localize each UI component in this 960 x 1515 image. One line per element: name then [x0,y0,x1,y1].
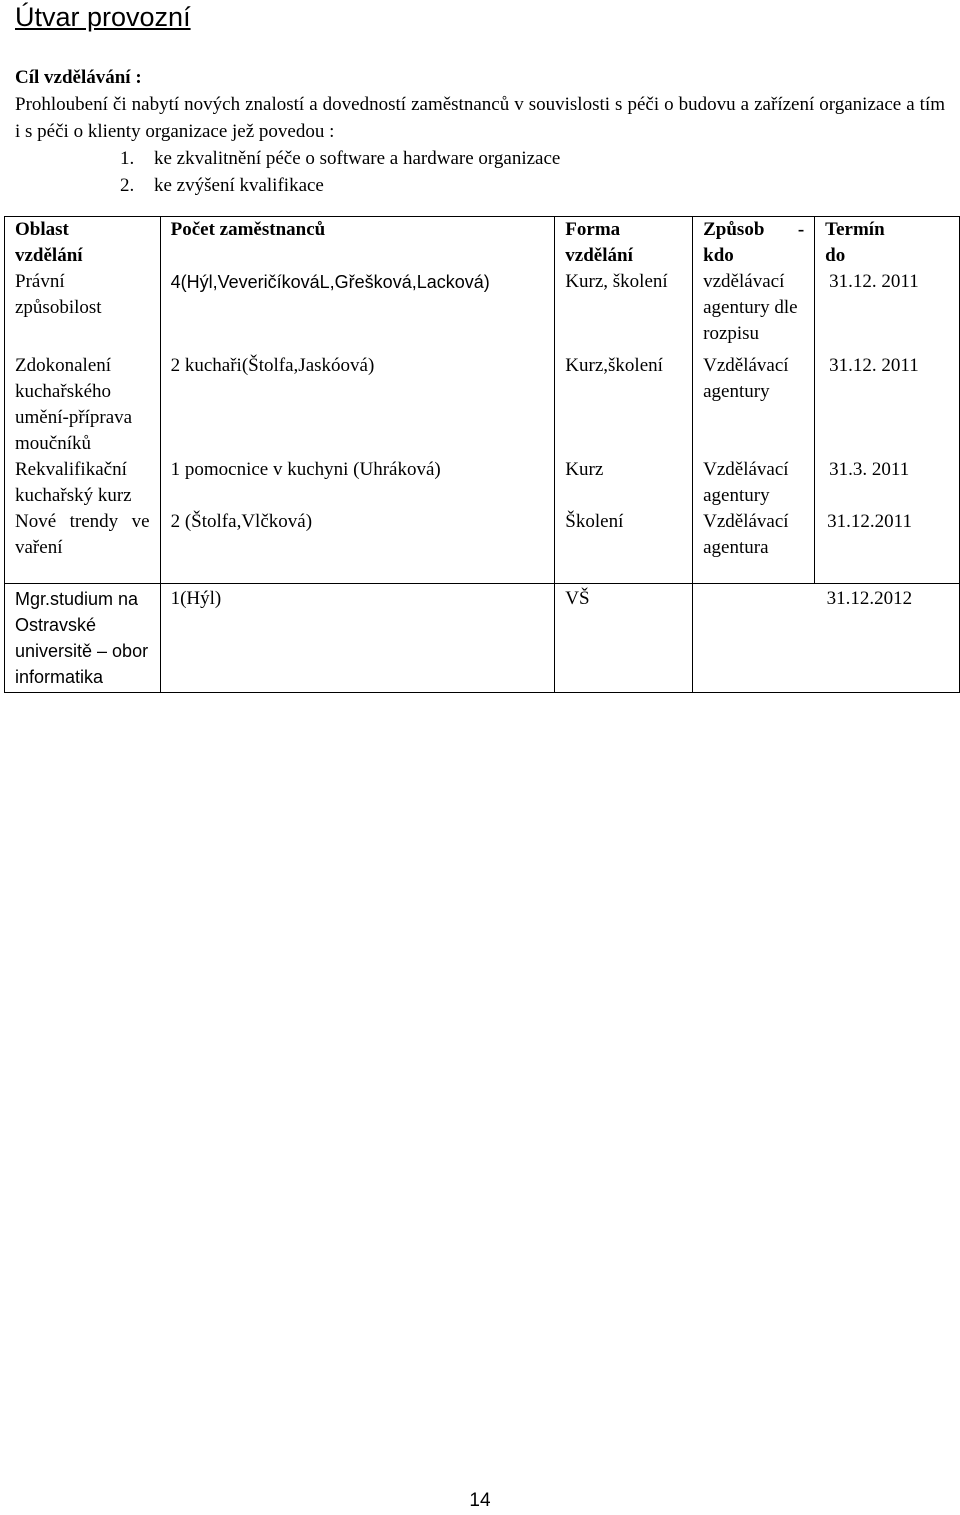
cell-area: Zdokonalení kuchařského umění-příprava moučníků [5,353,161,457]
goal-item-text: ke zkvalitnění péče o software a hardware organizace [154,148,561,169]
cell-form: VŠ [555,584,693,693]
cell-method: Vzdělávací agentury [693,353,815,457]
cell-form: Kurz, školení [555,269,693,347]
goal-heading: Cíl vzdělávání : [15,67,142,88]
goal-section [15,64,945,199]
cell-method: vzdělávací agentury dle rozpisu [693,269,815,347]
table-row [5,353,960,457]
cell-method: Vzdělávací agentura [693,509,815,561]
cell-deadline: 31.12.2011 [815,509,960,561]
table-spacer [5,561,960,584]
goal-item-number: 2. [120,175,135,196]
cell-method: Vzdělávací agentury [693,457,815,509]
cell-count: 2 (Štolfa,Vlčková) [160,509,555,561]
education-table [4,216,960,693]
goal-text: Prohloubení či nabytí nových znalostí a dovedností zaměstnanců v souvislosti s péči o budovu a zařízení organizace a tím i s péči o klienty organizace jež povedou : [15,94,945,142]
goal-item-number: 1. [120,148,135,169]
cell-count: 4(Hýl,VeveričíkováL,Gřešková,Lacková) [160,269,555,347]
page-title: Útvar provozní [15,2,191,32]
cell-form: Kurz,školení [555,353,693,457]
table-row [5,509,960,561]
cell-form: Školení [555,509,693,561]
cell-area: Mgr.studium na Ostravské universitě – obor informatika [5,584,161,693]
header-count: Počet zaměstnanců [160,217,555,270]
cell-method [693,584,815,693]
cell-count: 1(Hýl) [160,584,555,693]
cell-deadline: 31.12.2012 [815,584,960,693]
table-row [5,457,960,509]
header-form: Forma vzdělání [555,217,693,270]
goal-item-text: ke zvýšení kvalifikace [154,175,324,196]
goal-list [15,145,945,199]
table-row [5,269,960,347]
goal-list-item [15,145,945,172]
page-number: 14 [469,1490,491,1511]
goal-list-item [15,172,945,199]
cell-deadline: 31.3. 2011 [815,457,960,509]
header-area: Oblast vzdělání [5,217,161,270]
cell-area: Nové trendy ve vaření [5,509,161,561]
cell-area: Právní způsobilost [5,269,161,347]
cell-deadline: 31.12. 2011 [815,269,960,347]
cell-count: 1 pomocnice v kuchyni (Uhráková) [160,457,555,509]
table-row [5,584,960,693]
cell-deadline: 31.12. 2011 [815,353,960,457]
cell-area: Rekvalifikační kuchařský kurz [5,457,161,509]
header-deadline: Termín do [815,217,960,270]
cell-count: 2 kuchaři(Štolfa,Jaskóová) [160,353,555,457]
cell-form: Kurz [555,457,693,509]
header-method: Způsob - kdo [693,217,815,270]
table-header-row [5,217,960,270]
